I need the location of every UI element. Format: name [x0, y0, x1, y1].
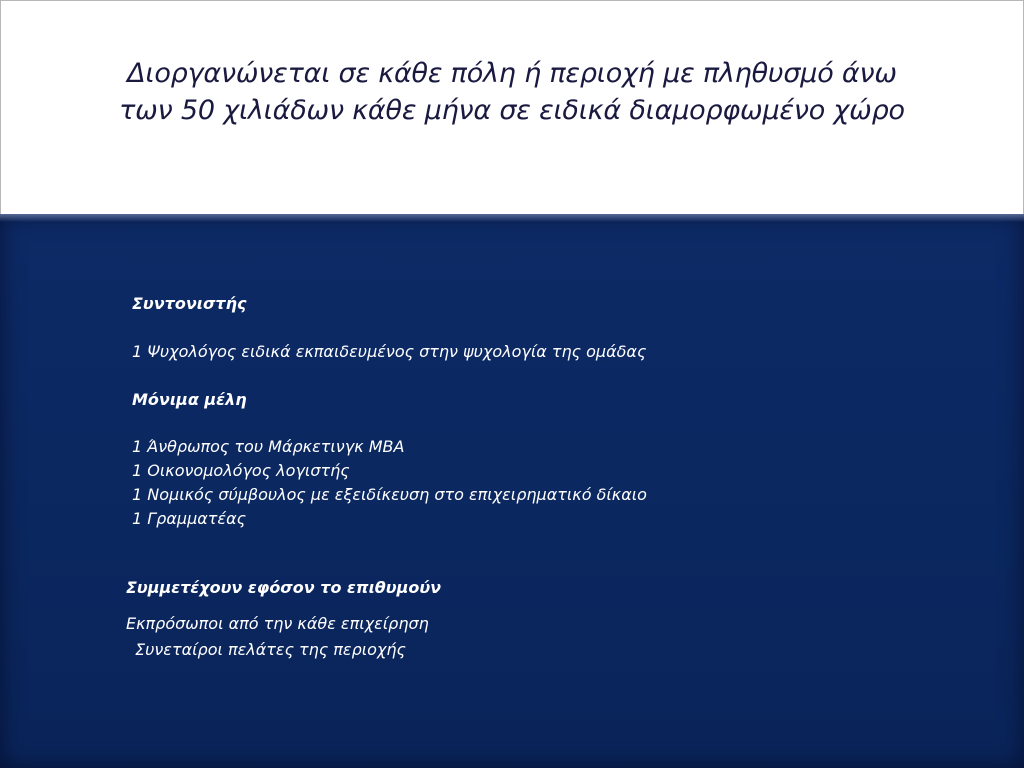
permanent-members-list [132, 435, 647, 531]
title-line-1: Διοργανώνεται σε κάθε πόλη ή περιοχή με πληθυσμό άνω [127, 58, 897, 89]
optional-participant-2: Συνεταίροι πελάτες της περιοχής [135, 640, 406, 659]
slide-title [1, 55, 1023, 129]
permanent-members-heading: Μόνιμα μέλη [132, 390, 247, 409]
coordinator-item: 1 Ψυχολόγος ειδικά εκπαιδευμένος στην ψυχολογία της ομάδας [132, 342, 647, 361]
permanent-member-3: 1 Νομικός σύμβουλος με εξειδίκευση στο επιχειρηματικό δίκαιο [132, 485, 647, 504]
permanent-member-2: 1 Οικονομολόγος λογιστής [132, 461, 350, 480]
permanent-member-4: 1 Γραμματέας [132, 509, 247, 528]
title-line-2: των 50 χιλιάδων κάθε μήνα σε ειδικά διαμορφωμένο χώρο [119, 95, 905, 126]
permanent-member-1: 1 Άνθρωπος του Μάρκετινγκ MBA [132, 437, 405, 456]
coordinator-heading: Συντονιστής [132, 294, 247, 313]
title-panel [0, 0, 1024, 215]
content-panel [0, 214, 1024, 768]
optional-participants-heading: Συμμετέχουν εφόσον το επιθυμούν [126, 578, 442, 597]
optional-participant-1: Εκπρόσωποι από την κάθε επιχείρηση [126, 614, 429, 633]
